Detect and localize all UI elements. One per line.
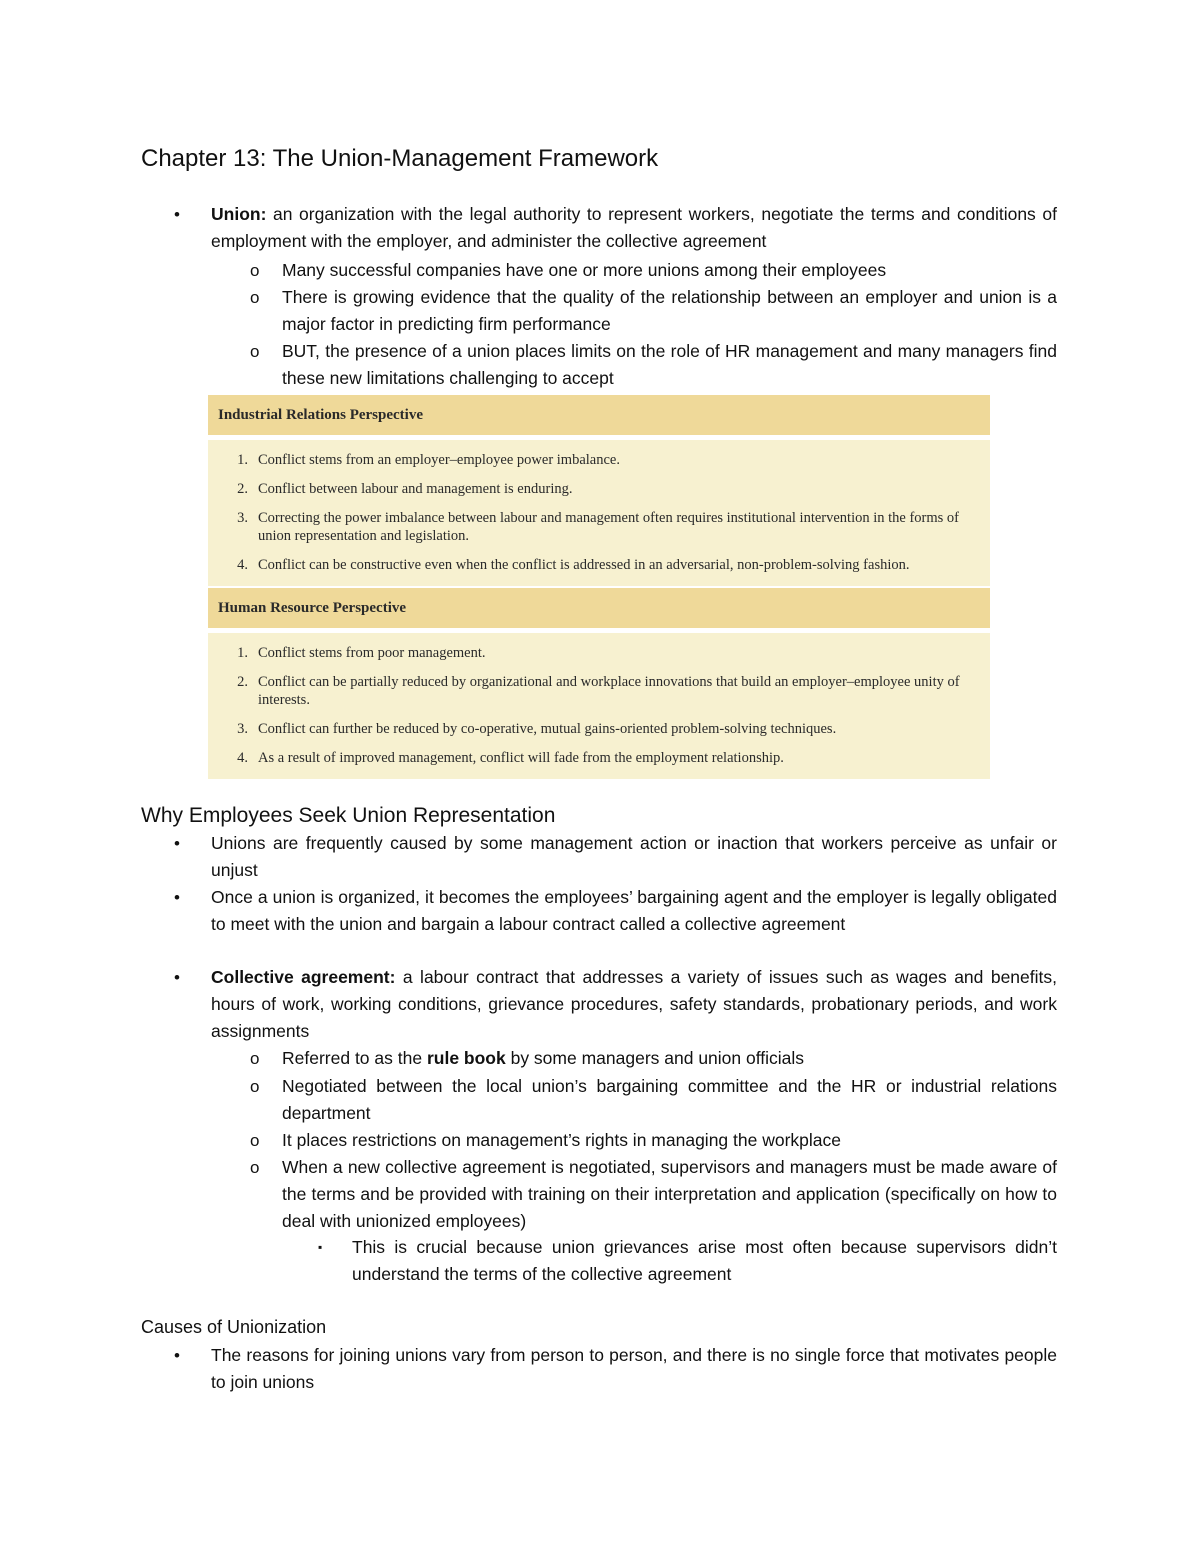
sub-item-rule-book — [282, 1045, 1057, 1072]
union-definition-text: an organization with the legal authority to represent workers, negotiate the terms and conditions of employment with the employer, and administer the collective agreement — [211, 204, 1057, 251]
table-heading: Human Resource Perspective — [208, 588, 990, 628]
union-sub-item: There is growing evidence that the quality of the relationship between an employer and union is a major factor in predicting firm performance — [282, 287, 1057, 334]
row-number: 3. — [237, 721, 248, 737]
rule-book-term: rule book — [426, 1048, 506, 1068]
circle-marker: o — [250, 342, 260, 361]
table-row — [208, 446, 978, 475]
bullet-marker: • — [174, 968, 180, 987]
bullet-marker: • — [174, 888, 180, 907]
circle-marker: o — [250, 1131, 260, 1150]
bullet-text: Once a union is organized, it becomes the employees’ bargaining agent and the employer is legally obligated to meet with the union and bargain a labour contract called a collective agreement — [211, 887, 1057, 934]
row-number: 4. — [237, 750, 248, 766]
row-text: Conflict stems from poor management. — [258, 645, 486, 661]
sub-sub-item: This is crucial because union grievances arise most often because supervisors didn’t understand the terms of the collective agreement — [352, 1237, 1057, 1284]
row-number: 1. — [237, 645, 248, 661]
rule-book-pre: Referred to as the — [282, 1048, 427, 1068]
collective-agreement-definition — [211, 964, 1057, 1045]
section-heading: Why Employees Seek Union Representation — [141, 804, 556, 827]
table-row — [208, 639, 978, 668]
row-number: 1. — [237, 452, 248, 468]
square-marker: ▪ — [318, 1240, 323, 1254]
table-body — [208, 633, 990, 779]
table-row — [208, 668, 978, 715]
table-row — [208, 551, 978, 580]
collective-agreement-text: a labour contract that addresses a variety of issues such as wages and benefits, hours of work, working conditions, grievance procedures, safety standards, probationary periods, and work assignments — [211, 967, 1057, 1041]
row-number: 2. — [237, 674, 248, 690]
bullet-marker: • — [174, 834, 180, 853]
union-term: Union: — [211, 204, 267, 224]
sub-item: Negotiated between the local union’s bargaining committee and the HR or industrial relations department — [282, 1076, 1057, 1123]
sub-item: When a new collective agreement is negotiated, supervisors and managers must be made aware of the terms and be provided with training on their interpretation and application (specifically on how to deal with unionized employees) — [282, 1157, 1057, 1231]
table-row — [208, 715, 978, 744]
table-heading: Industrial Relations Perspective — [208, 395, 990, 435]
row-number: 2. — [237, 481, 248, 497]
row-text: Correcting the power imbalance between labour and management often requires institutional intervention in the forms of union representation and legislation. — [258, 510, 960, 544]
row-text: Conflict can be constructive even when the conflict is addressed in an adversarial, non-problem-solving fashion. — [258, 557, 910, 573]
circle-marker: o — [250, 1158, 260, 1177]
row-text: Conflict can be partially reduced by organizational and workplace innovations that build an employer–employee unity of interests. — [258, 674, 960, 708]
sub-item: It places restrictions on management’s rights in managing the workplace — [282, 1130, 841, 1150]
collective-agreement-term: Collective agreement: — [211, 967, 396, 987]
page-title: Chapter 13: The Union-Management Framework — [141, 145, 659, 172]
section-heading: Causes of Unionization — [141, 1317, 327, 1337]
circle-marker: o — [250, 1049, 260, 1068]
bullet-text: The reasons for joining unions vary from person to person, and there is no single force that motivates people to join unions — [211, 1345, 1057, 1392]
bullet-marker: • — [174, 205, 180, 224]
bullet-marker: • — [174, 1346, 180, 1365]
union-definition — [211, 201, 1057, 255]
circle-marker: o — [250, 1077, 260, 1096]
row-number: 4. — [237, 557, 248, 573]
union-sub-item: Many successful companies have one or more unions among their employees — [282, 260, 887, 280]
circle-marker: o — [250, 288, 260, 307]
bullet-text: Unions are frequently caused by some management action or inaction that workers perceive as unfair or unjust — [211, 833, 1057, 880]
row-text: Conflict between labour and management is enduring. — [258, 481, 573, 497]
row-text: Conflict can further be reduced by co-operative, mutual gains-oriented problem-solving techniques. — [258, 721, 837, 737]
rule-book-post: by some managers and union officials — [505, 1048, 805, 1068]
row-text: Conflict stems from an employer–employee power imbalance. — [258, 452, 620, 468]
table-row — [208, 744, 978, 773]
table-body — [208, 440, 990, 586]
human-resource-table — [208, 588, 990, 779]
industrial-relations-table — [208, 395, 990, 586]
row-number: 3. — [237, 510, 248, 526]
union-sub-item: BUT, the presence of a union places limits on the role of HR management and many managers find these new limitations challenging to accept — [282, 341, 1057, 388]
table-row — [208, 475, 978, 504]
row-text: As a result of improved management, conflict will fade from the employment relationship. — [258, 750, 784, 766]
circle-marker: o — [250, 261, 260, 280]
table-row — [208, 504, 978, 551]
